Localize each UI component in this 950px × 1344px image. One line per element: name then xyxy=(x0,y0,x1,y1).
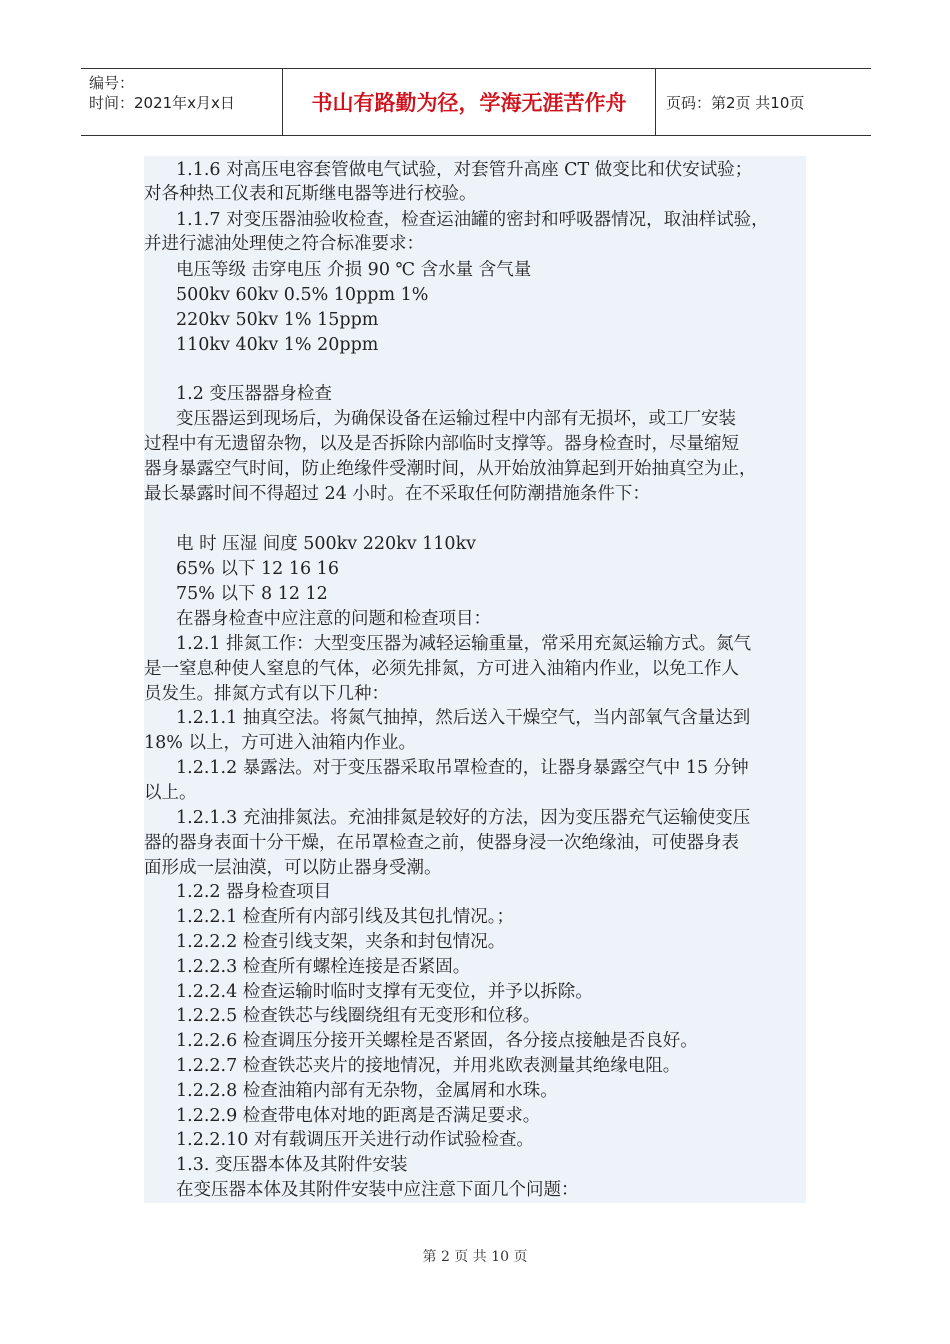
table-row-line: 220kv 50kv 1% 15ppm xyxy=(176,310,379,330)
document-body xyxy=(144,156,806,1203)
table-header-line: 电压等级 击穿电压 介损 90 ℃ 含水量 含气量 xyxy=(176,260,532,280)
body-line: 变压器运到现场后，为确保设备在运输过程中内部有无损坏，或工厂安装 xyxy=(176,409,736,429)
body-line: 1.2.1 排氮工作：大型变压器为减轻运输重量，常采用充氮运输方式。氮气 xyxy=(176,634,752,654)
body-line: 18% 以上，方可进入油箱内作业。 xyxy=(144,733,416,753)
table-header-line: 电 时 压湿 间度 500kv 220kv 110kv xyxy=(176,534,477,554)
body-line: 最长暴露时间不得超过 24 小时。在不采取任何防潮措施条件下： xyxy=(144,484,650,504)
header-motto: 书山有路勤为径，学海无涯苦作舟 xyxy=(283,69,656,135)
list-item: 1.2.2.8 检查油箱内部有无杂物，金属屑和水珠。 xyxy=(176,1081,558,1101)
body-line: 1.2.1.1 抽真空法。将氮气抽掉，然后送入干燥空气，当内部氧气含量达到 xyxy=(176,708,751,728)
body-line: 以上。 xyxy=(144,783,197,803)
list-item: 1.2.2.4 检查运输时临时支撑有无变位，并予以拆除。 xyxy=(176,982,593,1002)
header-page-info: 页码：第2页 共10页 xyxy=(666,93,805,112)
section-heading: 1.2 变压器器身检查 xyxy=(176,384,332,404)
list-item: 1.2.2.2 检查引线支架，夹条和封包情况。 xyxy=(176,932,506,952)
page-footer: 第 2 页 共 10 页 xyxy=(422,1249,528,1265)
body-line: 对各种热工仪表和瓦斯继电器等进行校验。 xyxy=(144,184,477,204)
header-table xyxy=(81,68,871,136)
section-heading: 1.2.2 器身检查项目 xyxy=(176,882,332,902)
list-item: 1.2.2.7 检查铁芯夹片的接地情况，并用兆欧表测量其绝缘电阻。 xyxy=(176,1056,681,1076)
body-line: 面形成一层油漠，可以防止器身受潮。 xyxy=(144,858,442,878)
body-line: 器的器身表面十分干燥，在吊罩检查之前，使器身浸一次绝缘油，可使器身表 xyxy=(144,833,739,853)
time-label: 时间：2021年x月x日 xyxy=(89,94,235,112)
list-item: 1.2.2.3 检查所有螺栓连接是否紧固。 xyxy=(176,957,471,977)
list-item: 1.2.2.9 检查带电体对地的距离是否满足要求。 xyxy=(176,1106,541,1126)
body-line: 1.1.7 对变压器油验收检查，检查运油罐的密封和呼吸器情况，取油样试验， xyxy=(176,210,769,230)
table-row-line: 75% 以下 8 12 12 xyxy=(176,584,328,604)
table-row-line: 110kv 40kv 1% 20ppm xyxy=(176,335,379,355)
list-item: 1.2.2.10 对有载调压开关进行动作试验检查。 xyxy=(176,1130,534,1150)
table-row-line: 500kv 60kv 0.5% 10ppm 1% xyxy=(176,285,429,305)
body-line: 1.2.1.2 暴露法。对于变压器采取吊罩检查的，让器身暴露空气中 15 分钟 xyxy=(176,758,749,778)
body-line: 在器身检查中应注意的问题和检查项目： xyxy=(176,609,491,629)
section-heading: 1.3. 变压器本体及其附件安装 xyxy=(176,1155,408,1175)
body-line: 器身暴露空气时间，防止绝缘件受潮时间，从开始放油算起到开始抽真空为止， xyxy=(144,459,757,479)
body-line: 在变压器本体及其附件安装中应注意下面几个问题： xyxy=(176,1180,579,1200)
header-left-cell xyxy=(81,69,283,135)
body-line: 员发生。排氮方式有以下几种： xyxy=(144,684,389,704)
body-line: 是一窒息种使人窒息的气体，必须先排氮，方可进入油箱内作业，以免工作人 xyxy=(144,659,739,679)
body-line: 1.2.1.3 充油排氮法。充油排氮是较好的方法，因为变压器充气运输使变压 xyxy=(176,808,751,828)
table-row-line: 65% 以下 12 16 16 xyxy=(176,559,339,579)
list-item: 1.2.2.6 检查调压分接开关螺栓是否紧固，各分接点接触是否良好。 xyxy=(176,1031,698,1051)
list-item: 1.2.2.1 检查所有内部引线及其包扎情况。； xyxy=(176,907,515,927)
body-line: 过程中有无遗留杂物，以及是否拆除内部临时支撑等。器身检查时，尽量缩短 xyxy=(144,434,739,454)
number-label: 编号： xyxy=(89,74,135,92)
list-item: 1.2.2.5 检查铁芯与线圈绕组有无变形和位移。 xyxy=(176,1006,541,1026)
body-line: 并进行滤油处理使之符合标准要求： xyxy=(144,234,424,254)
body-line: 1.1.6 对高压电容套管做电气试验，对套管升高座 CT 做变比和伏安试验； xyxy=(176,160,753,180)
